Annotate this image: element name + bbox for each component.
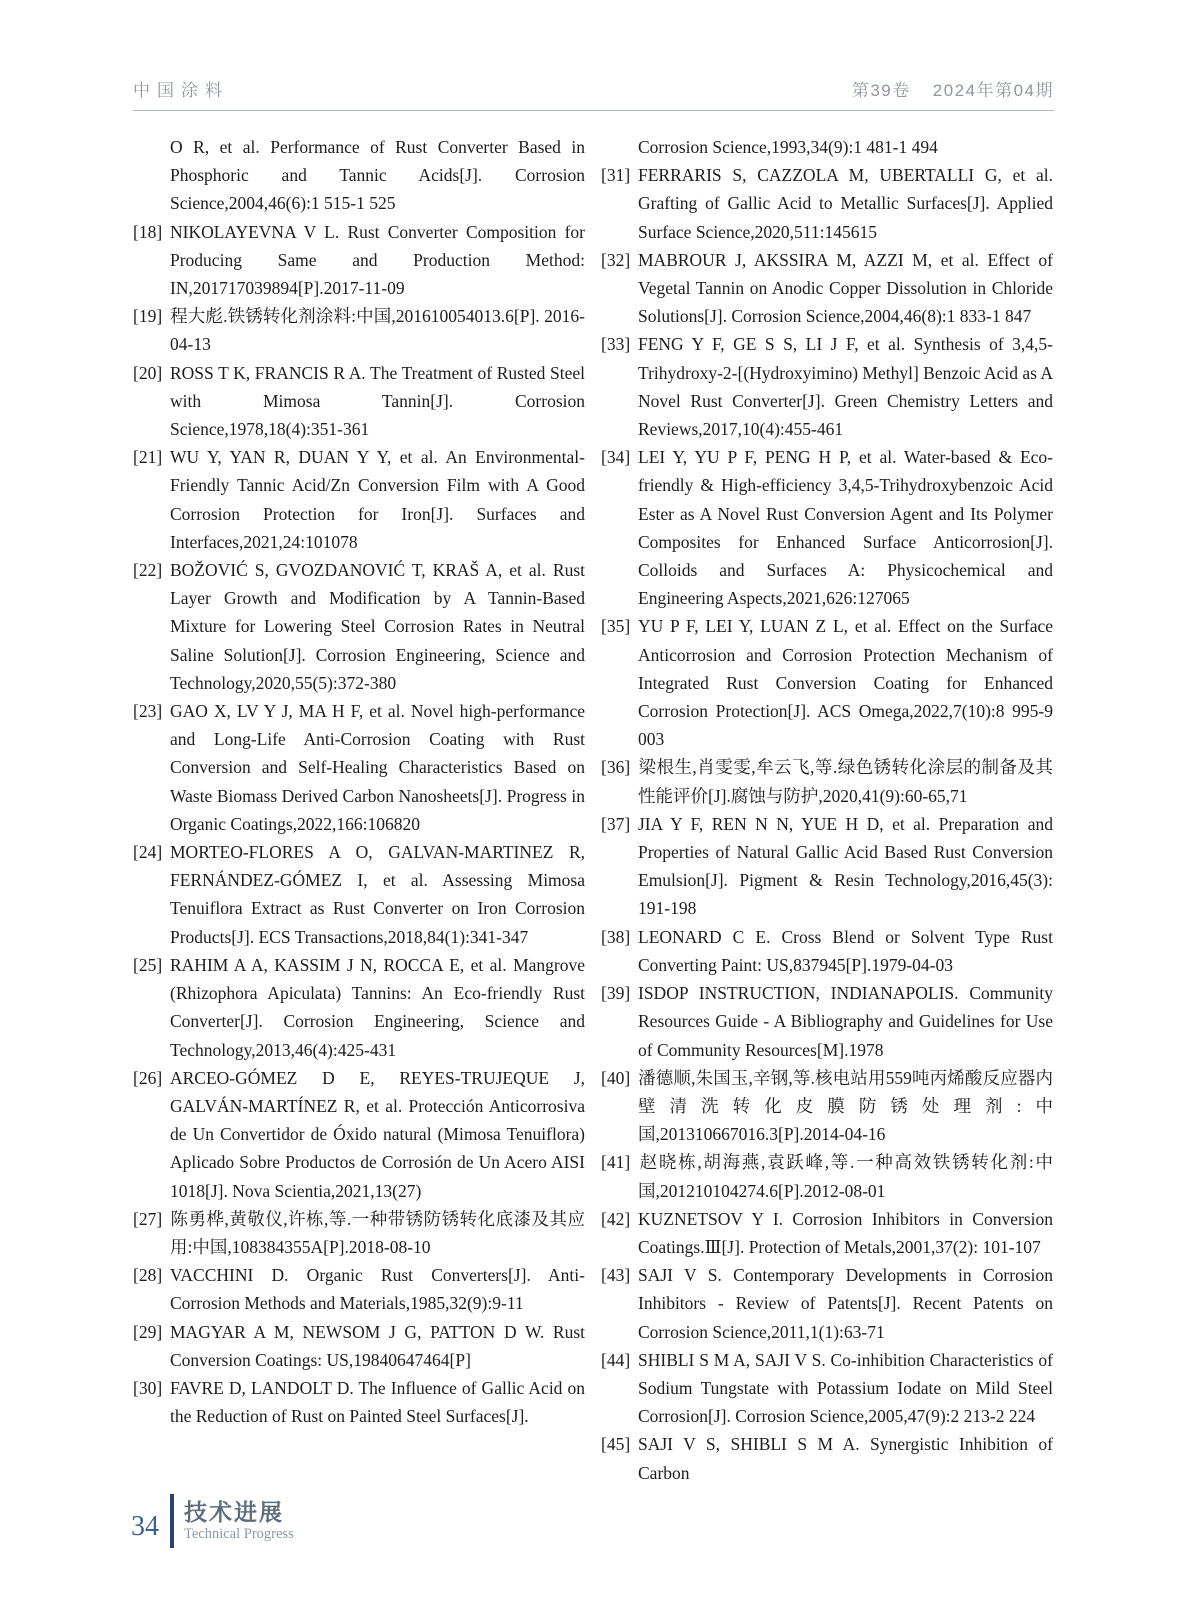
- reference-item: [601, 330, 1053, 443]
- reference-text: JIA Y F, REN N N, YUE H D, et al. Preparation and Properties of Natural Gallic Acid Based Rust Conversion Emulsion[J]. Pigment & Resin Technology,2016,45(3): 191-198: [638, 813, 1053, 919]
- reference-item: [133, 838, 585, 951]
- reference-text: MABROUR J, AKSSIRA M, AZZI M, et al. Effect of Vegetal Tannin on Anodic Copper Dissolution in Chloride Solutions[J]. Corrosion Science,2004,46(8):1 833-1 847: [638, 249, 1053, 327]
- volume-label: 第39卷: [851, 81, 911, 100]
- reference-number: [39]: [601, 983, 631, 1004]
- reference-item: [601, 246, 1053, 331]
- reference-item: [601, 923, 1053, 979]
- reference-text: NIKOLAYEVNA V L. Rust Converter Composition for Producing Same and Production Method: IN,201717039894[P].2017-11-09: [170, 221, 585, 299]
- reference-number: [23]: [133, 701, 163, 722]
- reference-number: [35]: [601, 616, 631, 637]
- reference-number: [41]: [601, 1152, 631, 1173]
- reference-text: FERRARIS S, CAZZOLA M, UBERTALLI G, et al. Grafting of Gallic Acid to Metallic Surfaces[J]. Applied Surface Science,2020,511:145615: [638, 165, 1053, 242]
- reference-number: [37]: [601, 813, 631, 834]
- reference-number: [20]: [133, 362, 163, 383]
- reference-item: [601, 979, 1053, 1064]
- reference-text: ISDOP INSTRUCTION, INDIANAPOLIS. Community Resources Guide - A Bibliography and Guidelines for Use of Community Resources[M].1978: [638, 983, 1053, 1060]
- reference-number: [45]: [601, 1434, 631, 1455]
- reference-number: [26]: [133, 1067, 163, 1088]
- reference-text: FENG Y F, GE S S, LI J F, et al. Synthesis of 3,4,5-Trihydroxy-2-[(Hydroxyimino) Methyl] Benzoic Acid as A Novel Rust Converter[J]. Green Chemistry Letters and Reviews,2017,10(4):455-461: [638, 334, 1053, 440]
- page-header: [133, 76, 1054, 111]
- reference-item: [601, 753, 1053, 809]
- reference-text: 赵晓栋,胡海燕,袁跃峰,等.一种高效铁锈转化剂:中国,201210104274.6[P].2012-08-01: [638, 1152, 1053, 1201]
- reference-list-right: [601, 133, 1053, 1487]
- reference-item: [601, 133, 1053, 161]
- reference-number: [44]: [601, 1349, 631, 1370]
- reference-text: LEONARD C E. Cross Blend or Solvent Type Rust Converting Paint: US,837945[P].1979-04-03: [638, 926, 1053, 975]
- reference-number: [22]: [133, 560, 163, 581]
- reference-text: WU Y, YAN R, DUAN Y Y, et al. An Environmental-Friendly Tannic Acid/Zn Conversion Film with A Good Corrosion Protection for Iron[J]. Surfaces and Interfaces,2021,24:101078: [170, 447, 585, 552]
- issue-label: 2024年第04期: [932, 81, 1054, 100]
- page-number: 34: [131, 1511, 159, 1542]
- section-title: [184, 1494, 294, 1548]
- reference-number: [32]: [601, 249, 631, 270]
- reference-number: [30]: [133, 1377, 163, 1398]
- reference-item: [601, 612, 1053, 753]
- reference-item: [133, 1261, 585, 1317]
- footer-divider: [170, 1494, 174, 1548]
- reference-number: [38]: [601, 926, 631, 947]
- reference-text: SAJI V S, SHIBLI S M A. Synergistic Inhibition of Carbon: [638, 1434, 1053, 1483]
- reference-number: [18]: [133, 221, 163, 242]
- reference-text: MAGYAR A M, NEWSOM J G, PATTON D W. Rust Conversion Coatings: US,19840647464[P]: [170, 1321, 585, 1370]
- reference-text: ROSS T K, FRANCIS R A. The Treatment of Rusted Steel with Mimosa Tannin[J]. Corrosion Science,1978,18(4):351-361: [170, 362, 585, 440]
- references-column-right: [601, 133, 1053, 1487]
- reference-text: ARCEO-GÓMEZ D E, REYES-TRUJEQUE J, GALVÁN-MARTÍNEZ R, et al. Protección Anticorrosiva de Un Convertidor de Óxido natural (Mimosa Tenuiflora) Aplicado Sobre Productos de Corrosión de Un Acero AISI 1018[J]. Nova Scientia,2021,13(27): [170, 1067, 585, 1201]
- reference-text: 程大彪.铁锈转化剂涂料:中国,201610054013.6[P]. 2016-04-13: [170, 306, 585, 355]
- reference-item: [133, 951, 585, 1064]
- issue-info: [852, 76, 1054, 101]
- reference-number: [27]: [133, 1208, 163, 1229]
- reference-item: [133, 1064, 585, 1205]
- reference-item: [133, 302, 585, 358]
- reference-number: [33]: [601, 334, 631, 355]
- reference-text: FAVRE D, LANDOLT D. The Influence of Gallic Acid on the Reduction of Rust on Painted Steel Surfaces[J].: [170, 1377, 585, 1427]
- reference-list-left: [133, 133, 585, 1430]
- reference-number: [34]: [601, 447, 631, 468]
- reference-text: YU P F, LEI Y, LUAN Z L, et al. Effect on the Surface Anticorrosion and Corrosion Protection Mechanism of Integrated Rust Conversion Coating for Enhanced Corrosion Protection[J]. ACS Omega,2022,7(10):8 995-9 003: [638, 616, 1053, 750]
- reference-item: [133, 359, 585, 444]
- reference-item: [133, 1205, 585, 1261]
- reference-item: [133, 218, 585, 303]
- reference-item: [133, 133, 585, 218]
- reference-item: [133, 1374, 585, 1430]
- reference-number: [29]: [133, 1321, 163, 1342]
- reference-text: 陈勇桦,黄敬仪,许栋,等.一种带锈防锈转化底漆及其应用:中国,108384355A[P].2018-08-10: [170, 1208, 585, 1257]
- reference-text: LEI Y, YU P F, PENG H P, et al. Water-based & Eco-friendly & High-efficiency 3,4,5-Trihydroxybenzoic Acid Ester as A Novel Rust Conversion Agent and Its Polymer Composites for Enhanced Surface Anticorrosion[J]. Colloids and Surfaces A: Physicochemical and Engineering Aspects,2021,626:127065: [638, 447, 1053, 609]
- reference-item: [133, 556, 585, 697]
- reference-item: [601, 1064, 1053, 1149]
- reference-text: KUZNETSOV Y I. Corrosion Inhibitors in Conversion Coatings.Ⅲ[J]. Protection of Metals,2001,37(2): 101-107: [638, 1208, 1053, 1257]
- reference-text: VACCHINI D. Organic Rust Converters[J]. Anti-Corrosion Methods and Materials,1985,32(9):9-11: [170, 1265, 585, 1314]
- references-column-left: [133, 133, 585, 1430]
- reference-item: [133, 443, 585, 556]
- reference-item: [133, 1318, 585, 1374]
- reference-number: [36]: [601, 757, 631, 778]
- reference-number: [42]: [601, 1208, 631, 1229]
- reference-text: BOŽOVIĆ S, GVOZDANOVIĆ T, KRAŠ A, et al. Rust Layer Growth and Modification by A Tannin-Based Mixture for Lowering Steel Corrosion Rates in Neutral Saline Solution[J]. Corrosion Engineering, Science and Technology,2020,55(5):372-380: [170, 560, 585, 693]
- reference-number: [24]: [133, 842, 163, 863]
- reference-number: [25]: [133, 954, 163, 975]
- reference-text: 梁根生,肖雯雯,牟云飞,等.绿色锈转化涂层的制备及其性能评价[J].腐蚀与防护,2020,41(9):60-65,71: [638, 757, 1053, 806]
- reference-text: GAO X, LV Y J, MA H F, et al. Novel high-performance and Long-Life Anti-Corrosion Coating with Rust Conversion and Self-Healing Characteristics Based on Waste Biomass Derived Carbon Nanosheets[J]. Progress in Organic Coatings,2022,166:106820: [170, 701, 585, 834]
- reference-text: 潘德顺,朱国玉,辛钢,等.核电站用559吨丙烯酸反应器内壁清洗转化皮膜防锈处理剂:中国,201310667016.3[P].2014-04-16: [638, 1067, 1053, 1145]
- reference-number: [21]: [133, 447, 163, 468]
- reference-item: [601, 1205, 1053, 1261]
- section-title-cn: 技术进展: [184, 1499, 284, 1526]
- reference-item: [601, 1430, 1053, 1486]
- reference-item: [601, 1261, 1053, 1346]
- page-footer: [131, 1494, 294, 1548]
- reference-item: [601, 1148, 1053, 1204]
- reference-item: [601, 443, 1053, 612]
- reference-text: SAJI V S. Contemporary Developments in Corrosion Inhibitors - Review of Patents[J]. Recent Patents on Corrosion Science,2011,1(1):63-71: [638, 1265, 1053, 1342]
- reference-item: [133, 697, 585, 838]
- reference-text: RAHIM A A, KASSIM J N, ROCCA E, et al. Mangrove (Rhizophora Apiculata) Tannins: An Eco-friendly Rust Converter[J]. Corrosion Engineering, Science and Technology,2013,46(4):425-431: [170, 954, 585, 1060]
- reference-number: [19]: [133, 306, 163, 327]
- reference-item: [601, 810, 1053, 923]
- reference-number: [43]: [601, 1265, 631, 1286]
- reference-text: MORTEO-FLORES A O, GALVAN-MARTINEZ R, FERNÁNDEZ-GÓMEZ I, et al. Assessing Mimosa Tenuiflora Extract as Rust Converter on Iron Corrosion Products[J]. ECS Transactions,2018,84(1):341-347: [170, 842, 585, 947]
- reference-text: SHIBLI S M A, SAJI V S. Co-inhibition Characteristics of Sodium Tungstate with Potassium Iodate on Mild Steel Corrosion[J]. Corrosion Science,2005,47(9):2 213-2 224: [638, 1349, 1053, 1427]
- reference-text: Corrosion Science,1993,34(9):1 481-1 494: [638, 137, 938, 157]
- journal-name: 中国涂料: [133, 81, 229, 100]
- reference-item: [601, 1346, 1053, 1431]
- reference-text: O R, et al. Performance of Rust Converter Based in Phosphoric and Tannic Acids[J]. Corrosion Science,2004,46(6):1 515-1 525: [170, 137, 585, 214]
- reference-number: [31]: [601, 165, 631, 186]
- reference-number: [40]: [601, 1067, 631, 1088]
- reference-number: [28]: [133, 1265, 163, 1286]
- reference-item: [601, 161, 1053, 246]
- section-title-en: Technical Progress: [184, 1525, 294, 1542]
